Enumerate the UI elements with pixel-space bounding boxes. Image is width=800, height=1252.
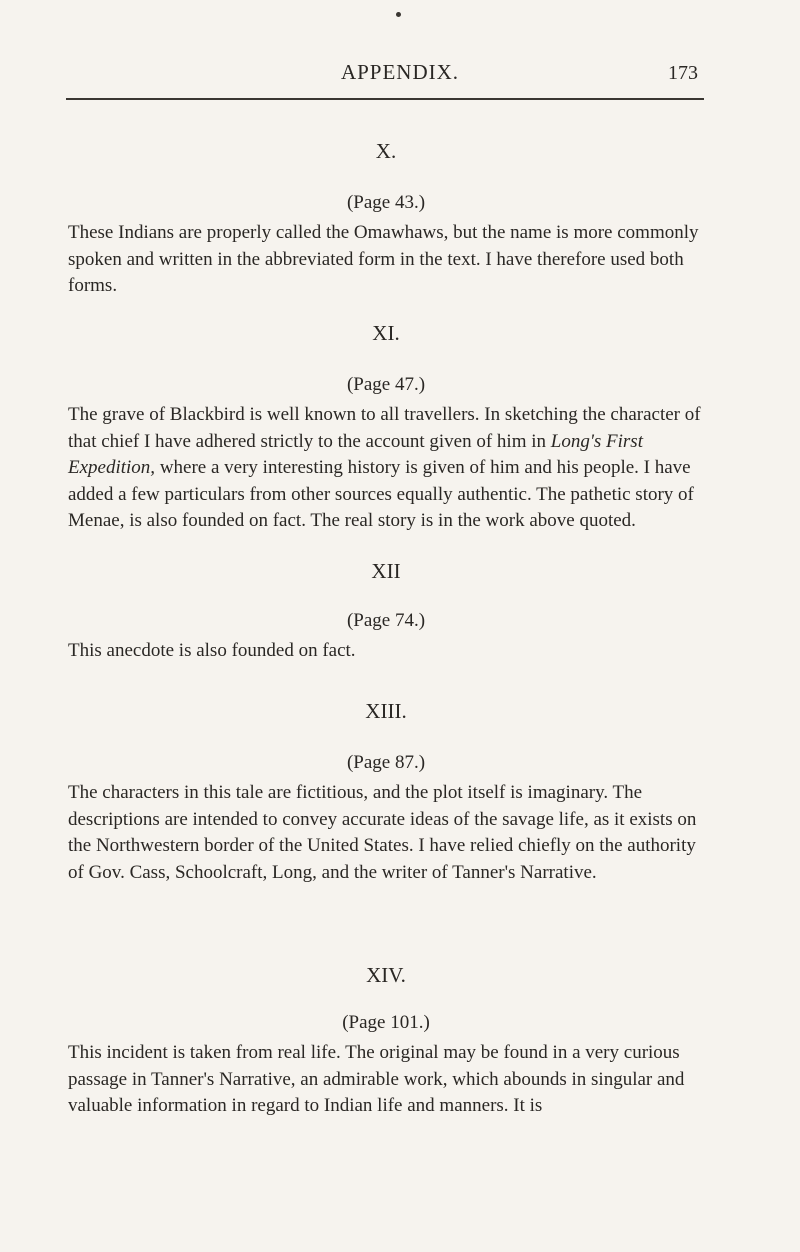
page-reference: (Page 43.) — [346, 192, 426, 213]
section-numeral: X. — [375, 139, 397, 163]
note-text: These Indians are properly called the Omawhaws, but the name is more commonly spoken and written in the abbreviated form in the text. I have therefore used both forms. — [68, 222, 699, 296]
running-title: APPENDIX. — [340, 60, 460, 84]
header-rule — [66, 98, 704, 100]
section-numeral: XII — [371, 559, 401, 583]
cited-work-title: Long's First Expedition, — [68, 430, 643, 478]
note-section-xiv — [68, 962, 704, 1120]
section-numeral: XIV. — [366, 963, 406, 987]
note-text: This anecdote is also founded on fact. — [68, 640, 356, 661]
note-section-xii — [68, 558, 704, 665]
page-reference: (Page 101.) — [342, 1012, 430, 1033]
ink-dot — [396, 12, 401, 17]
section-numeral: XI. — [372, 321, 400, 345]
note-text — [68, 402, 704, 535]
note-text-part: where a very interesting history is given of him and his people. I have added a few particulars from other sources equally authentic. The pathetic story of Menae, is also founded on fact. The real story is in the work above quoted. — [68, 457, 694, 531]
section-numeral: XIII. — [365, 699, 407, 723]
note-text-part: The grave of Blackbird is well known to all travellers. In sketching the character of that chief I have adhered strictly to the account given of him in — [68, 404, 701, 452]
running-head — [0, 60, 800, 94]
note-section-x — [68, 138, 704, 300]
page-reference: (Page 87.) — [346, 752, 426, 773]
note-section-xiii — [68, 698, 704, 886]
page-reference: (Page 47.) — [346, 374, 426, 395]
note-text: This incident is taken from real life. The original may be found in a very curious passage in Tanner's Narrative, an admirable work, which abounds in singular and valuable information in regard to Indian life and manners. It is — [68, 1042, 685, 1116]
note-section-xi — [68, 320, 704, 535]
page-number: 173 — [668, 62, 698, 84]
note-text: The characters in this tale are fictitious, and the plot itself is imaginary. The descriptions are intended to convey accurate ideas of the savage life, as it exists on the Northwestern border of the United States. I have relied chiefly on the authority of Gov. Cass, Schoolcraft, Long, and the writer of Tanner's Narrative. — [68, 782, 697, 883]
page-reference: (Page 74.) — [346, 610, 426, 631]
